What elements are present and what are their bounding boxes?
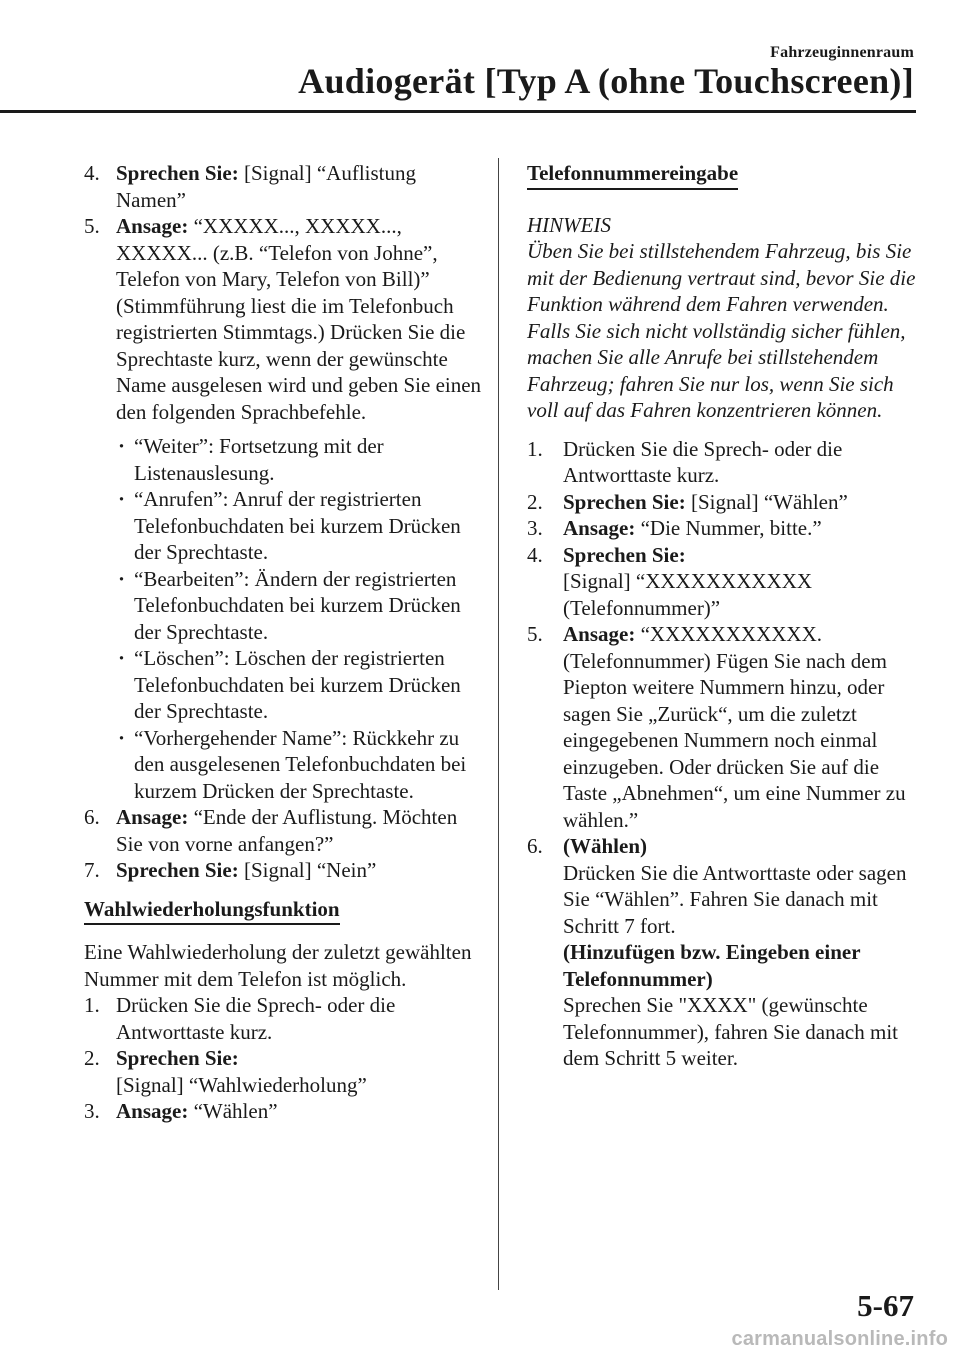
list-item — [84, 804, 484, 857]
step-number: 2. — [84, 1046, 100, 1070]
page-number: 5-67 — [857, 1288, 914, 1323]
step-number: 2. — [527, 489, 543, 514]
step-label: Sprechen Sie: — [563, 542, 686, 567]
bullet-icon: · — [118, 487, 126, 511]
bullet-text: “Bearbeiten”: Ändern der registrierten Telefonbuchdaten bei kurzem Drücken der Sprechtaste. — [134, 566, 461, 644]
list-item — [116, 645, 484, 725]
section-intro: Eine Wahlwiederholung der zuletzt gewählten Nummer mit dem Telefon ist möglich. — [84, 940, 472, 991]
step-text: Drücken Sie die Sprech- oder die Antworttaste kurz. — [563, 436, 843, 487]
step-text: [Signal] “Wahlwiederholung” — [116, 1072, 367, 1097]
left-column — [84, 160, 484, 1125]
step-number: 4. — [527, 542, 543, 567]
list-item — [527, 515, 927, 542]
step-text: “Ende der Auflistung. Möchten Sie von vorne anfangen?” — [116, 805, 458, 856]
list-item — [527, 542, 927, 622]
step-text: [Signal] “XXXXXXXXXXX (Telefonnummer)” — [563, 569, 813, 620]
step-label: Ansage: — [563, 516, 636, 540]
step-number: 3. — [84, 1099, 100, 1123]
step-label: Ansage: — [116, 1099, 189, 1123]
list-item — [527, 621, 927, 833]
list-item — [527, 436, 927, 489]
section-heading: Wahlwiederholungsfunktion — [84, 896, 340, 926]
step-number: 1. — [84, 993, 100, 1017]
bullet-text: “Löschen”: Löschen der registrierten Telefonbuchdaten bei kurzem Drücken der Sprechtaste. — [134, 646, 461, 723]
step-label: Sprechen Sie: — [116, 1046, 239, 1070]
column-divider — [498, 158, 499, 1290]
step-text: “Wählen” — [188, 1099, 278, 1123]
step-label: Ansage: — [563, 622, 636, 646]
list-item — [84, 857, 484, 884]
bullet-text: “Anrufen”: Anruf der registrierten Telefonbuchdaten bei kurzem Drücken der Sprechtaste. — [134, 487, 461, 564]
list-item — [116, 486, 484, 566]
step-number: 5. — [84, 214, 100, 238]
note-title: HINWEIS — [527, 212, 611, 237]
step-text: [Signal] “Nein” — [238, 858, 377, 882]
step-label: (Wählen) — [563, 834, 647, 858]
list-item — [84, 213, 484, 425]
list-item — [527, 833, 927, 1072]
step-number: 4. — [84, 161, 100, 185]
right-column — [527, 160, 927, 1072]
step-text: “XXXXXXXXXXX. (Telefonnummer) Fügen Sie nach dem Piepton weitere Nummern hinzu, oder sagen Sie „Zurück“, um die zuletzt eingegebenen Nummern noch einmal einzugeben. Oder drücken Sie auf die Taste „Abnehmen“, um eine Nummer zu wählen.” — [563, 622, 906, 832]
step-text: [Signal] “Auflistung Namen” — [116, 161, 417, 212]
list-item — [116, 566, 484, 646]
bullet-text: “Weiter”: Fortsetzung mit der Listenauslesung. — [134, 434, 384, 485]
voice-command-list — [116, 433, 484, 804]
page-header-title: Audiogerät [Typ A (ohne Touchscreen)] — [298, 61, 914, 101]
step-text: Drücken Sie die Sprech- oder die Antworttaste kurz. — [116, 993, 396, 1044]
list-item — [84, 1098, 484, 1125]
note-text: Üben Sie bei stillstehendem Fahrzeug, bis Sie mit der Bedienung vertraut sind, bevor Sie die Funktion während dem Fahren verwenden. Falls Sie sich nicht vollständig sicher fühlen, machen Sie alle Anrufe bei stillstehendem Fahrzeug; fahren Sie nur los, wenn Sie sich voll auf das Fahren konzentrieren können. — [527, 239, 916, 422]
step-label: Ansage: — [116, 214, 189, 238]
watermark: carmanualsonline.info — [731, 1328, 948, 1350]
step-number: 5. — [527, 622, 543, 646]
step-text: “Die Nummer, bitte.” — [635, 516, 822, 540]
bullet-icon: · — [118, 725, 126, 750]
step-text: Drücken Sie die Antworttaste oder sagen Sie “Wählen”. Fahren Sie danach mit Schritt 7 fort. — [563, 860, 907, 938]
step-text: “XXXXX..., XXXXX..., XXXXX... (z.B. “Telefon von Johne”, Telefon von Mary, Telefon von Bill)” (Stimmführung liest die im Telefonbuch registrierten Stimmtags.) Drücken Sie die Sprechtaste kurz, wenn der gewünschte Name ausgelesen wird und geben Sie einen den folgenden Sprachbefehle. — [116, 214, 482, 424]
bullet-icon: · — [118, 646, 126, 670]
step-number: 6. — [527, 834, 543, 858]
step-label: Ansage: — [116, 805, 189, 829]
step-label: Sprechen Sie: — [116, 161, 239, 185]
step-label: Sprechen Sie: — [116, 858, 239, 882]
section-heading: Telefonnummereingabe — [527, 160, 738, 190]
bullet-icon: · — [118, 566, 126, 591]
bullet-text: “Vorhergehender Name”: Rückkehr zu den ausgelesenen Telefonbuchdaten bei kurzem Drücken der Sprechtaste. — [134, 725, 467, 803]
step-number: 1. — [527, 436, 543, 461]
list-item — [84, 160, 484, 213]
list-item — [84, 992, 484, 1045]
step-label: Sprechen Sie: — [563, 489, 686, 514]
step-number: 3. — [527, 516, 543, 540]
list-item — [116, 433, 484, 486]
bullet-icon: · — [118, 434, 126, 458]
header-section-label: Fahrzeuginnenraum — [770, 44, 914, 61]
step-text: Sprechen Sie "XXXX" (gewünschte Telefonnummer), fahren Sie danach mit dem Schritt 5 weiter. — [563, 993, 898, 1070]
step-number: 7. — [84, 858, 100, 882]
step-sublabel: (Hinzufügen bzw. Eingeben einer Telefonnummer) — [563, 940, 861, 991]
list-item — [84, 1045, 484, 1098]
list-item — [527, 489, 927, 516]
step-number: 6. — [84, 805, 100, 829]
header-rule — [0, 110, 916, 113]
list-item — [116, 725, 484, 805]
step-text: [Signal] “Wählen” — [685, 489, 848, 514]
